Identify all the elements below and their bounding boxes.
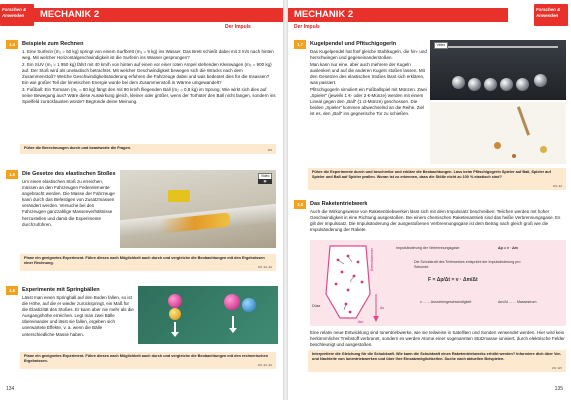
video-badge: Video (258, 173, 272, 180)
section-text: Lässt man einen Springball auf den Boden fallen, so ist die Höhe, auf die er wieder zurückspringt, ein Maß für die Elastizität des Stoßes. Er kann aber nie mehr als die Ausgangshöhe erreichen. Legt man zwei Bälle übereinander und lässt sie fallen, ergeben sich unerwartete Effekte, v. a. wenn die Bälle unterschiedliche Masse haben. (22, 295, 134, 337)
left-page (0, 0, 283, 400)
ball (169, 308, 181, 320)
car-collision-photo (120, 170, 276, 248)
task-note: Führe die Berechnungen durch und beantworte die Fragen. W4 (20, 144, 276, 154)
ruler (517, 106, 530, 135)
rocket-engine-diagram (310, 240, 566, 326)
coin (512, 154, 516, 158)
task-note: Interpretiere die Gleichung für die Schubkraft. Wie kann die Schubkraft eines Raketentriebwerks erhöht werden? Informiere dich über Vor- und Nachteile von Ionentriebwerken und über ihre Einsatzmöglichkeiten. Suche nach aktuellen Beispielen. W2, W4 (308, 350, 566, 372)
section-number: 1.4 (6, 40, 18, 49)
exercise-item: 2. Ein SUV (m₁ = 1 950 kg) fährt mit 40 km/h von hinten auf einen vor einer roten Ampel stehenden Kleinwagen (m₂ = 900 kg) auf. Der Stoß wird als unelastisch betrachtet. Mit welcher Geschwindigkeit bewegen sich die Wracks nach dem Zusammenstoß? Welche Geschwindigkeitsänderung erfuhren die Fahrzeuge dabei und was bedeutet dies für die Insassen? Ein wie großer Teil der kinetischen Energie wurde bei dem Zusammenstoß in Wärme umgewandelt? (22, 61, 272, 86)
delta-v-label: Δv (380, 306, 385, 310)
rocket-nozzle-drawing (310, 240, 566, 326)
chamber-label: Brennkammer (370, 248, 374, 271)
section-title: Experimente mit Springbällen (22, 287, 100, 293)
arrowhead-icon (171, 332, 179, 337)
section-title: Die Gesetze des elastischen Stoßes (22, 171, 116, 177)
section-tab: Forschen & Anwenden (0, 4, 34, 26)
page-number: 135 (554, 386, 563, 392)
cradle-frame (438, 46, 558, 48)
force-equation: F = Δp/Δt = v · Δm/Δt (428, 277, 478, 283)
newtons-cradle-photo (430, 40, 566, 100)
steel-ball (516, 78, 529, 91)
bouncing-balls-photo (138, 286, 278, 344)
section-number: 1.6 (6, 286, 18, 295)
nozzle-label: Düse (312, 304, 321, 308)
section-number: 1.7 (294, 40, 306, 49)
steel-ball (500, 78, 513, 91)
chapter-ribbon: MECHANIK 2 (34, 8, 283, 22)
task-note: Plane ein geeignetes Experiment. Führe dieses nach Möglichkeit auch durch und vergleiche die Beobachtungen mit den Ergebnissen einer Rechnung. W4, E2, E3 (20, 254, 276, 271)
steel-ball (534, 74, 547, 87)
coin-game-photo (430, 102, 566, 164)
mass-flow-legend: Δm/Δt …… Massestrom (498, 300, 537, 304)
video-badge: Video (434, 42, 448, 49)
section-title: Kugelpendel und Pfitschigogerln (310, 41, 397, 47)
exercise-item: 1. Eine Surferin (m₁ = 50 kg) springt von einem Surfbrett (m₂ = 9 kg) ins Wasser. Das Brett schießt dabei mit 3 m/s nach hinten weg. Mit welcher Horizontalgeschwindigkeit ist die Surferin ins Wasser gesprungen? (22, 49, 274, 61)
steel-ball (468, 78, 481, 91)
page-number: 134 (6, 386, 15, 392)
section-number: 1.8 (294, 200, 306, 209)
steel-ball (484, 78, 497, 91)
equation-label: Impulsänderung der Verbrennungsgase: (396, 246, 461, 250)
chapter-subhead: Der Impuls (294, 24, 320, 30)
ball (224, 294, 240, 310)
delta-m-label: Δm (358, 320, 364, 324)
impulse-equation: Δp = v · Δm (498, 246, 518, 250)
coin (494, 142, 501, 149)
coin (540, 146, 547, 153)
section-text: Das Kugelpendel hat fünf gleiche Stahlkugeln, die hin- und herschwingen und gegeneinanderstoßen. Man kann nur eine, aber auch mehrere der Kugeln auslenken und auf die anderen Kugeln stoßen lassen. Mit den Gesetzen des elastischen Stoßes lässt sich erklären, was passiert. Pfitschigogerln simuliert ein Fußballspiel mit Münzen. Zwei „Spieler“ (jeweils 1 €- oder 2 €-Münze) werden mit einem Lineal gegen den „Ball“ (1 ct-Münze) geschossen. Die beiden „Spieler“ kommen abwechselnd an die Reihe. Ziel ist es, den „Ball“ ins gegnerische Tor zu schießen. (310, 49, 427, 117)
section-number: 1.5 (6, 170, 18, 179)
task-note: Plane ein geeignetes Experiment. Führe dieses nach Möglichkeit auch durch und vergleiche die Beobachtungen mit den rechnerischen Ergebnissen. W4, E2, E3 (20, 352, 276, 369)
qr-code: ▦ (258, 179, 272, 184)
section-title: Das Raketentriebwerk (310, 201, 368, 207)
cart (168, 190, 190, 202)
section-text: Um einen elastischen Stoß zu erreichen, müssen an den Fahrzeugen Federelemente angebracht werden. Die Masse der Fahrzeuge kann durch das Befestigen von Zusatzmassen verändert werden. Versuche bei den Fahrzeugen ganzzahlige Massenverhältnisse herzustellen und damit die Experimente durchzuführen. (22, 179, 115, 227)
speed-legend: v …… Ausströmgeschwindigkeit (420, 300, 472, 304)
arrowhead-icon (229, 328, 237, 333)
section-tab: Forschen & Anwenden (534, 4, 568, 26)
force-label: Die Schubkraft des Triebwerkes entspricht der Impulsänderung pro Sekunde: (414, 260, 521, 269)
section-text: Auch die Wirkungsweise von Raketentriebwerken lässt sich mit dem Impulssatz beschreiben: Teilchen werden mit hoher Geschwindigkeit in eine Richtung ausgestoßen. Bei einem chemischen Raketenantrieb sind das heiße Verbrennungsgase. Es gilt der Impulssatz. Die Impulsänderung der ausgestoßenen Verbrennungsgase ist dem Betrag nach gleich groß wie die Impulsänderung der Rakete. (310, 209, 561, 233)
section-title: Beispiele zum Rechnen (22, 41, 84, 47)
task-note: Führe die Experimente durch und beschreibe und erkläre die Beobachtungen. Lass beim Pfitschigogerln Spieler auf Ball, Spieler auf Spieler und Ball auf Spieler prallen. Woran ist zu erkennen, dass die Stöße nicht zu 100 % elastisch sind? W4, E2 (308, 168, 566, 190)
chapter-ribbon: MECHANIK 2 (288, 8, 508, 22)
right-page (288, 0, 571, 400)
exercise-list (22, 49, 276, 106)
steel-ball (452, 76, 465, 89)
ball (242, 298, 256, 312)
exercise-item: 3. Fußball: Ein Tormann (m₁ = 80 kg) fängt den mit 90 km/h fliegenden Ball (m₂ = 0,8 kg) im Sprung. Wie wirkt sich dies auf seine Bewegung aus? Wäre diese Auswirkung gleich, kleiner oder größer, wenn der Torhüter den Ball nicht fangen, sondern ins Spielfeld zurückfausten würde? Begründe deine Meinung. (22, 86, 276, 104)
chapter-subhead: Der Impuls (225, 24, 251, 30)
section-text: Eine relativ neue Entwicklung sind Ionentriebwerke, wie sie teilweise in Satelliten und Sonden verwendet werden. Hier wird kein herkömmlicher Treibstoff verbrannt, sondern es werden Atome einer sogenannten Stützmasse ionisiert, durch elektrische Felder beschleunigt und ausgestoßen. (310, 330, 565, 348)
ball (168, 294, 182, 308)
